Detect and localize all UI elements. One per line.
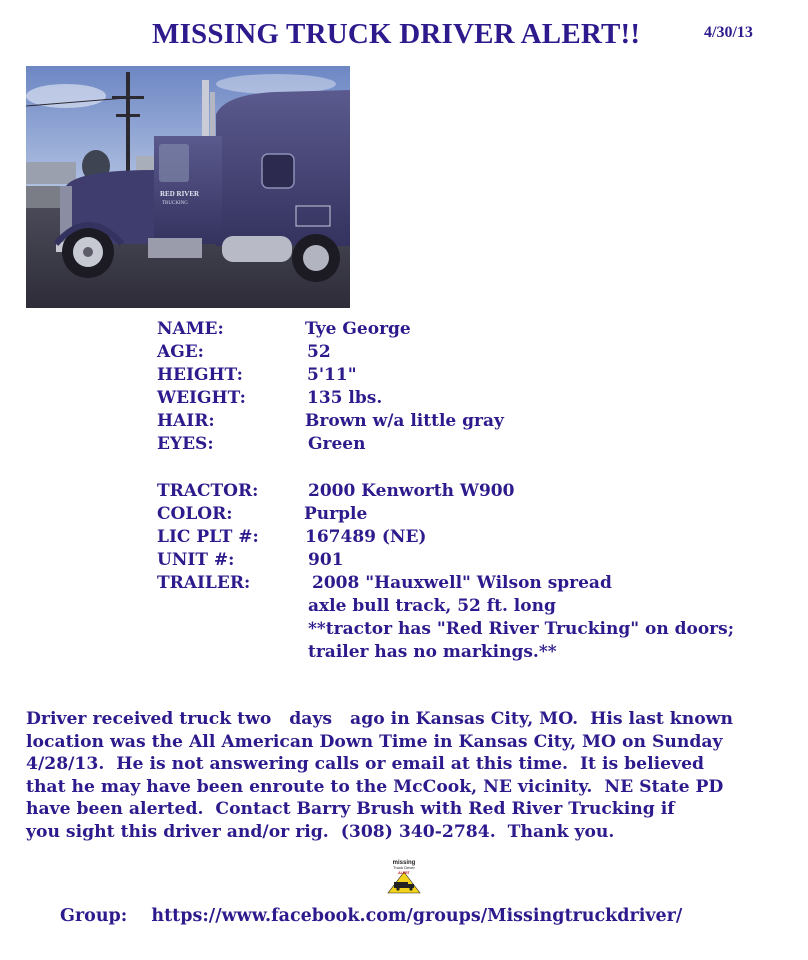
paragraph-line: that he may have been enroute to the McCook, NE vicinity. NE State PD xyxy=(26,776,724,797)
plate-value: 167489 (NE) xyxy=(305,527,427,547)
weight-label: WEIGHT: xyxy=(157,388,246,408)
tractor-value: 2000 Kenworth W900 xyxy=(308,481,515,501)
height-value: 5'11" xyxy=(307,365,357,385)
trailer-extra-3: trailer has no markings.** xyxy=(308,642,557,662)
door-logo-text: RED RIVER xyxy=(160,190,200,198)
unit-value: 901 xyxy=(308,550,344,570)
page-title: MISSING TRUCK DRIVER ALERT!! xyxy=(152,18,641,50)
logo-text-3: ALERT xyxy=(398,871,410,875)
trailer-value: 2008 "Hauxwell" Wilson spread xyxy=(312,573,612,593)
hair-value: Brown w/a little gray xyxy=(305,411,504,431)
paragraph-line: you sight this driver and/or rig. (308) 340-2784. Thank you. xyxy=(26,821,615,842)
paragraph-line: Driver received truck two days ago in Kansas City, MO. His last known xyxy=(26,709,733,729)
age-label: AGE: xyxy=(157,342,204,362)
name-label: NAME: xyxy=(157,319,224,339)
plate-label: LIC PLT #: xyxy=(157,527,259,547)
height-label: HEIGHT: xyxy=(157,365,243,385)
trailer-label: TRAILER: xyxy=(157,573,251,593)
missing-truck-driver-logo xyxy=(386,858,422,894)
paragraph-line: have been alerted. Contact Barry Brush with Red River Trucking if xyxy=(26,799,675,820)
alert-paragraph xyxy=(26,708,796,844)
trailer-extra-2: **tractor has "Red River Trucking" on doors; xyxy=(308,619,734,639)
name-value: Tye George xyxy=(305,319,411,339)
paragraph-line: location was the All American Down Time in Kansas City, MO on Sunday xyxy=(26,731,723,752)
tractor-label: TRACTOR: xyxy=(157,481,259,501)
unit-label: UNIT #: xyxy=(157,550,235,570)
logo-text-2: Truck Driver xyxy=(393,865,415,870)
eyes-value: Green xyxy=(308,434,366,454)
color-value: Purple xyxy=(304,504,368,524)
door-logo-subtext: TRUCKING xyxy=(162,201,188,206)
hair-label: HAIR: xyxy=(157,411,215,431)
alert-date: 4/30/13 xyxy=(704,24,753,41)
color-label: COLOR: xyxy=(157,504,233,524)
paragraph-line: 4/28/13. He is not answering calls or email at this time. It is believed xyxy=(26,754,705,775)
truck-photo xyxy=(26,66,350,308)
trailer-extra-1: axle bull track, 52 ft. long xyxy=(308,596,556,616)
eyes-label: EYES: xyxy=(157,434,214,454)
group-label: Group: xyxy=(60,906,128,926)
group-footer xyxy=(60,906,682,926)
weight-value: 135 lbs. xyxy=(307,388,383,408)
logo-text-1: missing xyxy=(392,860,416,866)
age-value: 52 xyxy=(307,342,331,362)
group-link[interactable]: https://www.facebook.com/groups/Missingtruckdriver/ xyxy=(151,906,683,926)
